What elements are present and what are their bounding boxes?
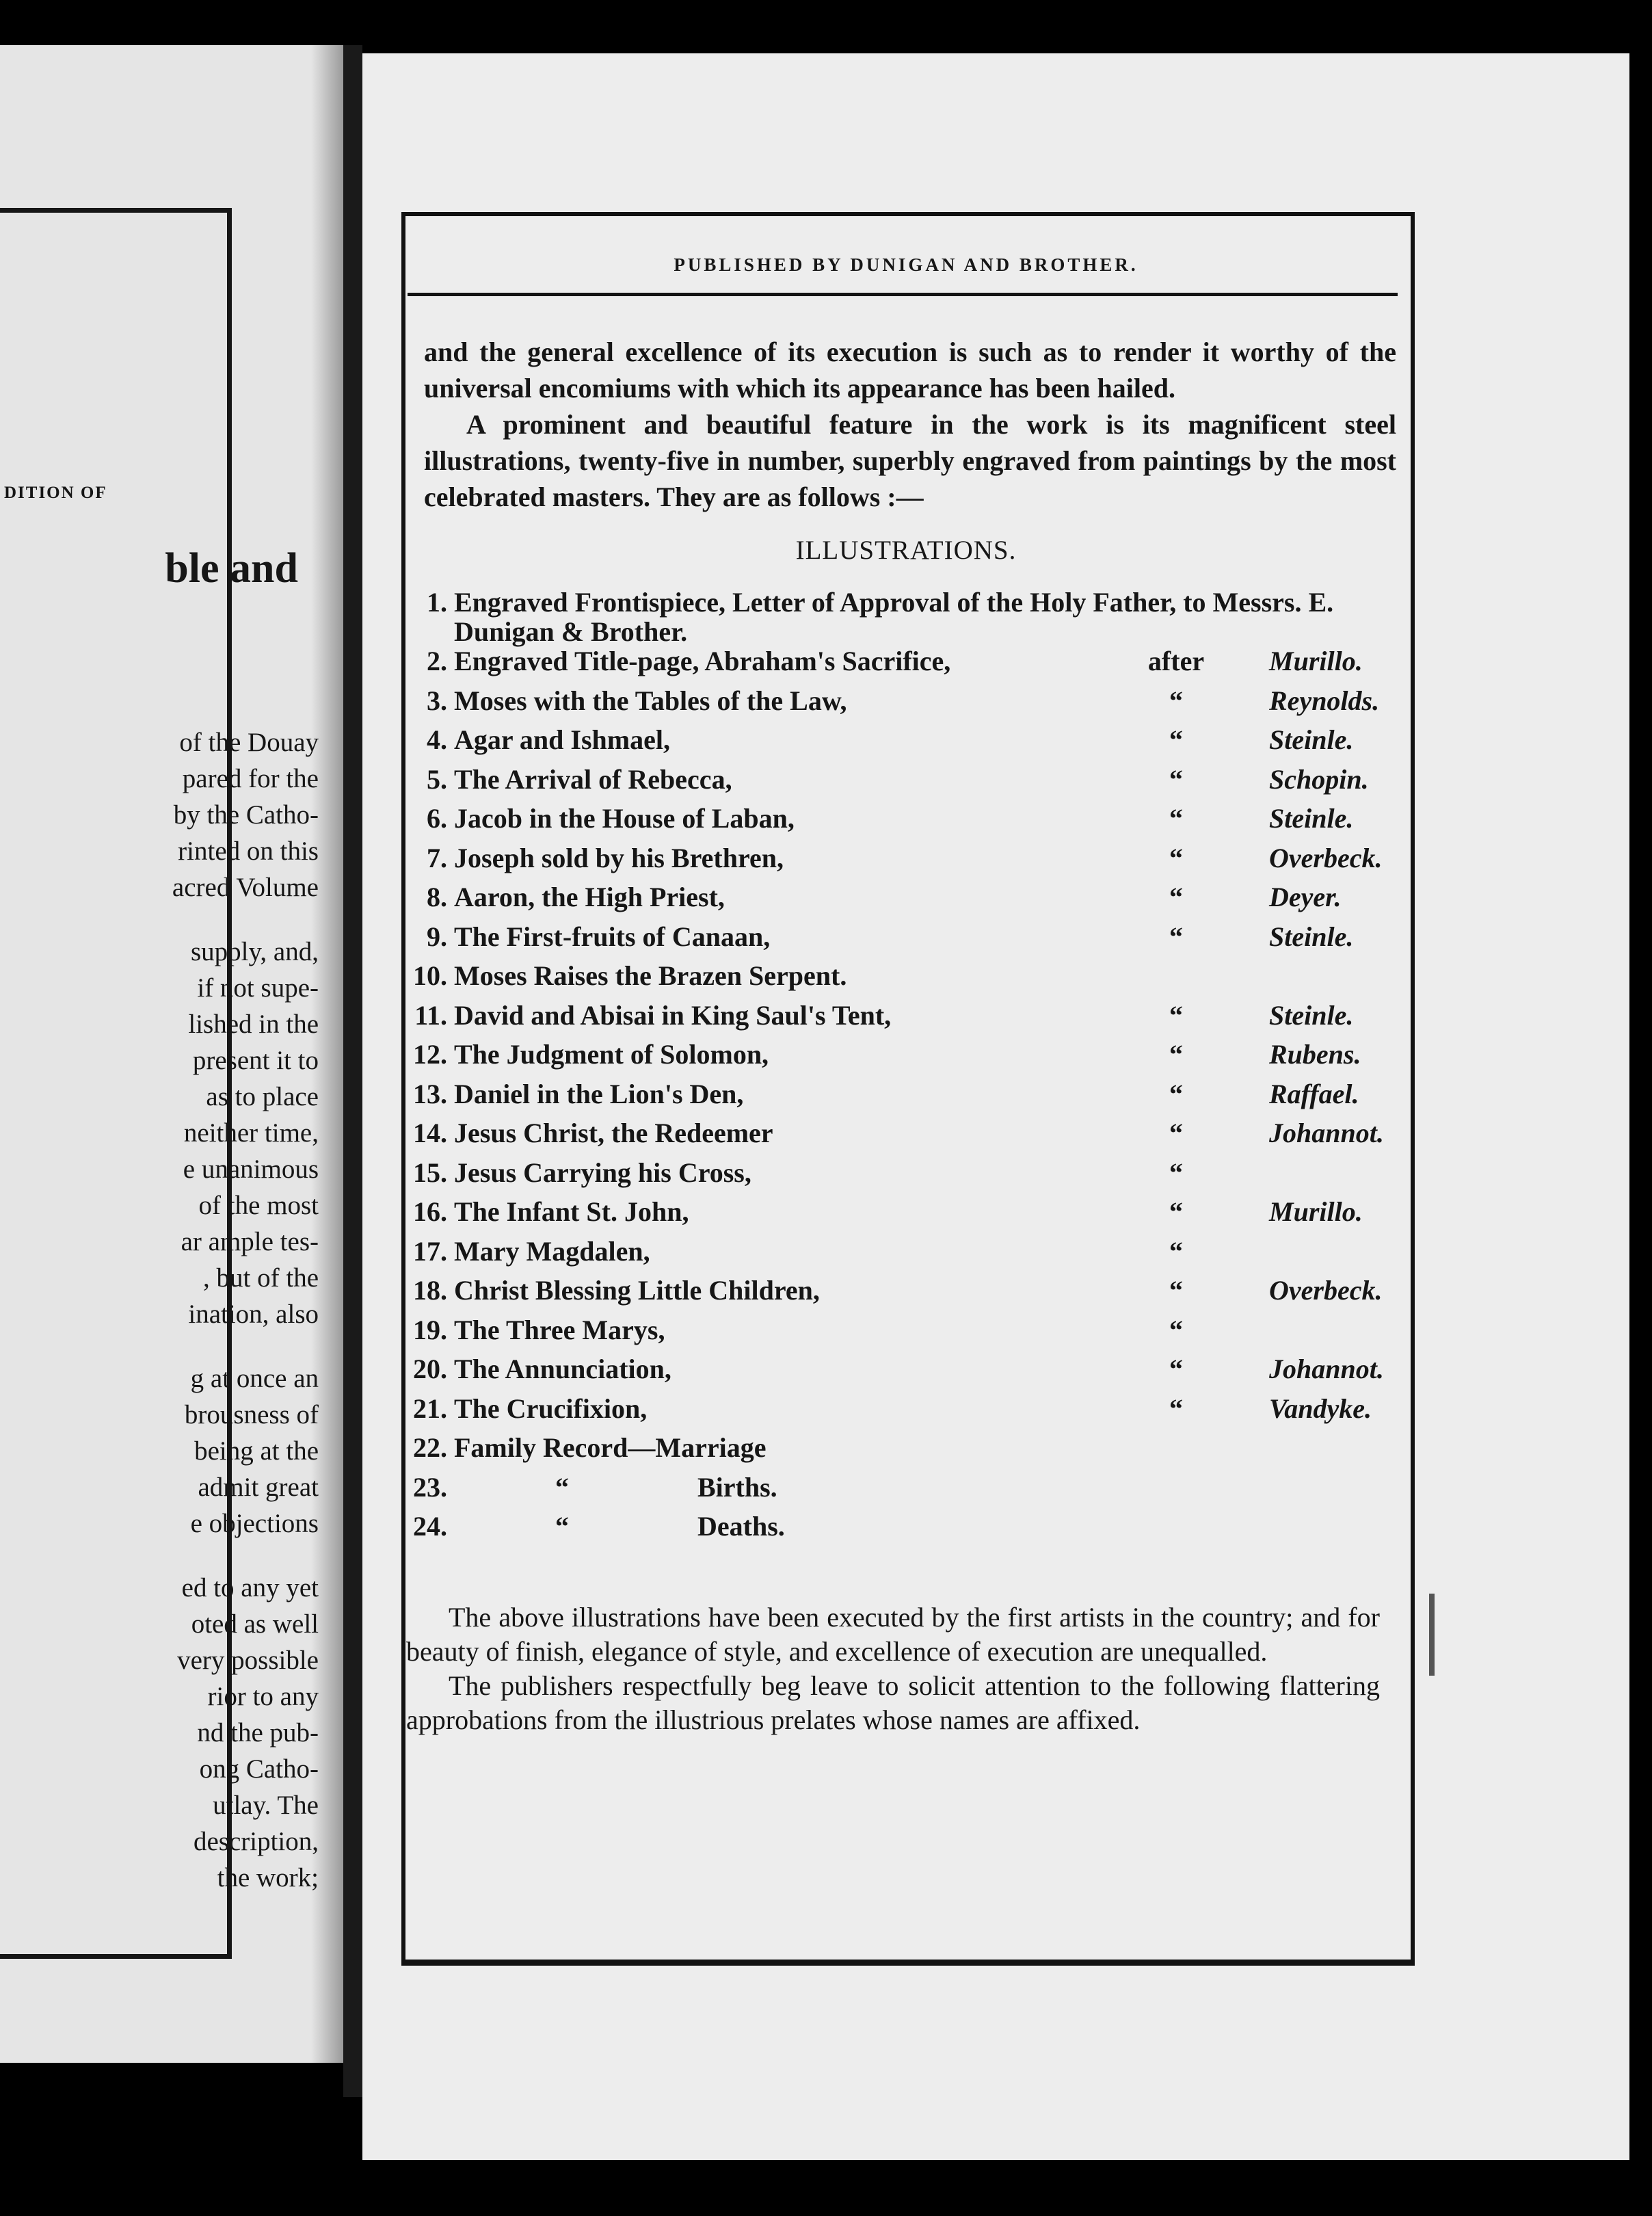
illustration-title: The Crucifixion,: [454, 1393, 648, 1424]
illustration-item: [410, 1428, 1399, 1468]
illustration-after: “: [1169, 1039, 1183, 1070]
illustration-artist: Johannot.: [1269, 1118, 1384, 1148]
illustration-number: 7.: [427, 842, 447, 873]
illustration-number: 18.: [413, 1275, 447, 1306]
illustration-item: [410, 1349, 1399, 1389]
illustration-number: 14.: [413, 1118, 447, 1148]
left-page-border: [0, 208, 232, 1959]
illustration-item: [410, 799, 1399, 839]
illustration-after: “: [1169, 842, 1183, 873]
record-label: Births.: [697, 1471, 777, 1503]
left-page-line: of the Douay: [179, 728, 319, 757]
illustration-title: The Three Marys,: [454, 1314, 665, 1345]
illustration-item: [410, 760, 1399, 800]
page-gap: [343, 45, 362, 2097]
illustration-title: The Arrival of Rebecca,: [454, 763, 732, 795]
illustration-after: “: [1169, 763, 1183, 795]
illustration-item: [410, 1232, 1399, 1271]
left-page-line: utlay. The: [213, 1791, 319, 1820]
running-head: PUBLISHED BY DUNIGAN AND BROTHER.: [674, 254, 1138, 275]
illustration-item: [410, 583, 1399, 647]
left-page-line: description,: [193, 1827, 319, 1856]
illustration-after: “: [1169, 882, 1183, 912]
left-page-line: supply, and,: [190, 937, 319, 966]
illustration-artist: Rubens.: [1269, 1039, 1361, 1070]
illustration-item: [410, 681, 1399, 721]
left-page-line: being at the: [194, 1436, 319, 1466]
illustration-artist: Murillo.: [1269, 1196, 1363, 1227]
left-page-line: as to place: [206, 1082, 319, 1111]
illustration-number: 22.: [413, 1432, 447, 1463]
illustration-title: Engraved Frontispiece, Letter of Approval of the Holy Father, to Messrs. E. Dunigan & Brother.: [454, 587, 1334, 647]
illustration-number: 17.: [413, 1235, 447, 1267]
illustration-artist: Johannot.: [1269, 1354, 1384, 1384]
illustration-item: [410, 1192, 1399, 1232]
left-edition-fragment: DITION OF: [4, 484, 107, 502]
illustration-artist: Schopin.: [1269, 763, 1369, 795]
closing-text: [406, 1600, 1380, 1737]
record-number: 23.: [413, 1471, 447, 1503]
left-page-line: acred Volume: [172, 873, 319, 902]
record-item: [410, 1507, 1399, 1546]
illustration-number: 15.: [413, 1157, 447, 1188]
illustration-number: 20.: [413, 1354, 447, 1384]
illustration-number: 1.: [427, 587, 447, 618]
intro-text: [424, 334, 1396, 515]
illustration-after: “: [1169, 1157, 1183, 1188]
left-page-line: oted as well: [191, 1609, 319, 1639]
illustration-number: 19.: [413, 1314, 447, 1345]
left-page-fragment: [0, 45, 343, 2063]
illustration-number: 3.: [427, 685, 447, 716]
illustration-number: 9.: [427, 921, 447, 952]
illustration-title: David and Abisai in King Saul's Tent,: [454, 999, 892, 1031]
illustration-item: [410, 1389, 1399, 1429]
illustration-after: “: [1169, 803, 1183, 834]
illustration-title: Christ Blessing Little Children,: [454, 1275, 820, 1306]
left-page-line: ar ample tes-: [181, 1227, 319, 1256]
record-label: Deaths.: [697, 1511, 785, 1542]
illustration-after: “: [1169, 1118, 1183, 1148]
illustration-after: “: [1169, 1393, 1183, 1424]
illustration-number: 4.: [427, 724, 447, 755]
illustration-number: 6.: [427, 803, 447, 834]
illustration-number: 21.: [413, 1393, 447, 1424]
left-page-line: ination, also: [188, 1300, 319, 1329]
intro-paragraph-1: and the general excellence of its execution is such as to render it worthy of the universal encomiums with which its appearance has been hailed.: [424, 337, 1396, 404]
margin-mark: [1429, 1594, 1435, 1676]
illustration-item: [410, 956, 1399, 996]
illustration-number: 13.: [413, 1078, 447, 1109]
left-page-line: admit great: [198, 1473, 319, 1502]
illustration-item: [410, 878, 1399, 917]
illustration-item: [410, 642, 1399, 681]
left-page-line: e objections: [190, 1509, 319, 1538]
left-page-line: rior to any: [207, 1682, 319, 1711]
illustration-after: “: [1169, 999, 1183, 1031]
illustration-artist: Steinle.: [1269, 803, 1354, 834]
illustration-item: [410, 1271, 1399, 1310]
intro-paragraph-2: A prominent and beautiful feature in the work is its magnificent steel illustrations, twenty-five in number, superbly engraved from paintings by the most celebrated masters. They are as follows :—: [424, 409, 1396, 512]
record-ditto: “: [555, 1511, 569, 1542]
illustration-title: The Infant St. John,: [454, 1196, 689, 1227]
illustration-artist: Steinle.: [1269, 921, 1354, 952]
left-page-line: if not supe-: [197, 973, 319, 1003]
illustration-title: Aaron, the High Priest,: [454, 882, 725, 912]
illustration-item: [410, 1074, 1399, 1114]
illustration-after: “: [1169, 1354, 1183, 1384]
illustrations-list: [410, 583, 1399, 1546]
record-ditto: “: [555, 1471, 569, 1503]
left-title-fragment: ble and: [165, 545, 298, 592]
left-page-line: , but of the: [203, 1263, 319, 1293]
left-page-line: nd the pub-: [197, 1718, 319, 1747]
illustration-after: “: [1169, 1078, 1183, 1109]
record-item: [410, 1468, 1399, 1507]
illustration-artist: Overbeck.: [1269, 1275, 1383, 1306]
illustration-title: Agar and Ishmael,: [454, 724, 670, 755]
left-page-line: pared for the: [182, 764, 319, 793]
left-page-line: by the Catho-: [173, 800, 319, 830]
illustration-after: “: [1169, 1314, 1183, 1345]
illustration-title: Moses Raises the Brazen Serpent.: [454, 960, 847, 991]
left-page-line: ong Catho-: [199, 1754, 319, 1784]
illustration-artist: Vandyke.: [1269, 1393, 1372, 1424]
left-page-line: present it to: [192, 1046, 319, 1075]
record-number: 24.: [413, 1511, 447, 1542]
illustration-number: 8.: [427, 882, 447, 912]
illustration-item: [410, 1035, 1399, 1074]
illustration-item: [410, 1113, 1399, 1153]
illustration-item: [410, 839, 1399, 878]
illustration-artist: Steinle.: [1269, 724, 1354, 755]
illustration-item: [410, 917, 1399, 957]
left-page-line: rinted on this: [178, 836, 319, 866]
left-page-line: brousness of: [184, 1400, 319, 1429]
illustration-artist: Overbeck.: [1269, 842, 1383, 873]
left-page-line: the work;: [217, 1863, 319, 1892]
illustration-number: 5.: [427, 763, 447, 795]
closing-paragraph-2: The publishers respectfully beg leave to solicit attention to the following flattering approbations from the illustrious prelates whose names are affixed.: [406, 1670, 1380, 1735]
illustration-after: “: [1169, 921, 1183, 952]
illustration-title: The Judgment of Solomon,: [454, 1039, 769, 1070]
illustration-number: 2.: [427, 646, 447, 676]
illustration-title: Jesus Christ, the Redeemer: [454, 1118, 773, 1148]
illustration-number: 10.: [413, 960, 447, 991]
illustration-title: Family Record—Marriage: [454, 1432, 767, 1463]
illustration-after: “: [1169, 685, 1183, 716]
illustration-after: after: [1147, 646, 1205, 676]
illustration-artist: Reynolds.: [1269, 685, 1380, 716]
illustration-title: Mary Magdalen,: [454, 1235, 650, 1267]
left-page-line: of the most: [198, 1191, 319, 1220]
illustration-after: “: [1169, 1235, 1183, 1267]
illustration-number: 12.: [413, 1039, 447, 1070]
illustration-item: [410, 720, 1399, 760]
illustration-title: The Annunciation,: [454, 1354, 671, 1384]
illustration-artist: Deyer.: [1269, 882, 1342, 912]
illustration-artist: Murillo.: [1269, 646, 1363, 676]
illustration-artist: Raffael.: [1269, 1078, 1359, 1109]
illustration-title: Jesus Carrying his Cross,: [454, 1157, 751, 1188]
illustration-item: [410, 1153, 1399, 1193]
illustration-artist: Steinle.: [1269, 999, 1354, 1031]
illustration-title: The First-fruits of Canaan,: [454, 921, 771, 952]
illustration-after: “: [1169, 724, 1183, 755]
illustration-item: [410, 996, 1399, 1036]
illustration-title: Daniel in the Lion's Den,: [454, 1078, 744, 1109]
left-page-line: neither time,: [183, 1118, 319, 1148]
illustration-number: 16.: [413, 1196, 447, 1227]
illustration-after: “: [1169, 1196, 1183, 1227]
illustration-number: 11.: [414, 999, 447, 1031]
illustration-title: Moses with the Tables of the Law,: [454, 685, 847, 716]
illustration-after: “: [1169, 1275, 1183, 1306]
left-page-line: ed to any yet: [181, 1573, 319, 1602]
illustration-item: [410, 1310, 1399, 1350]
left-page-line: very possible: [177, 1646, 319, 1675]
illustration-title: Joseph sold by his Brethren,: [454, 842, 784, 873]
closing-paragraph-1: The above illustrations have been executed by the first artists in the country; and for beauty of finish, elegance of style, and excellence of execution are unequalled.: [406, 1602, 1380, 1667]
illustration-title: Engraved Title-page, Abraham's Sacrifice,: [454, 646, 951, 676]
illustration-title: Jacob in the House of Laban,: [454, 803, 795, 834]
left-page-line: e unanimous: [183, 1155, 319, 1184]
head-rule: [408, 293, 1398, 296]
left-page-line: lished in the: [188, 1010, 319, 1039]
left-page-line: g at once an: [190, 1364, 319, 1393]
illustrations-heading: ILLUSTRATIONS.: [795, 536, 1017, 565]
